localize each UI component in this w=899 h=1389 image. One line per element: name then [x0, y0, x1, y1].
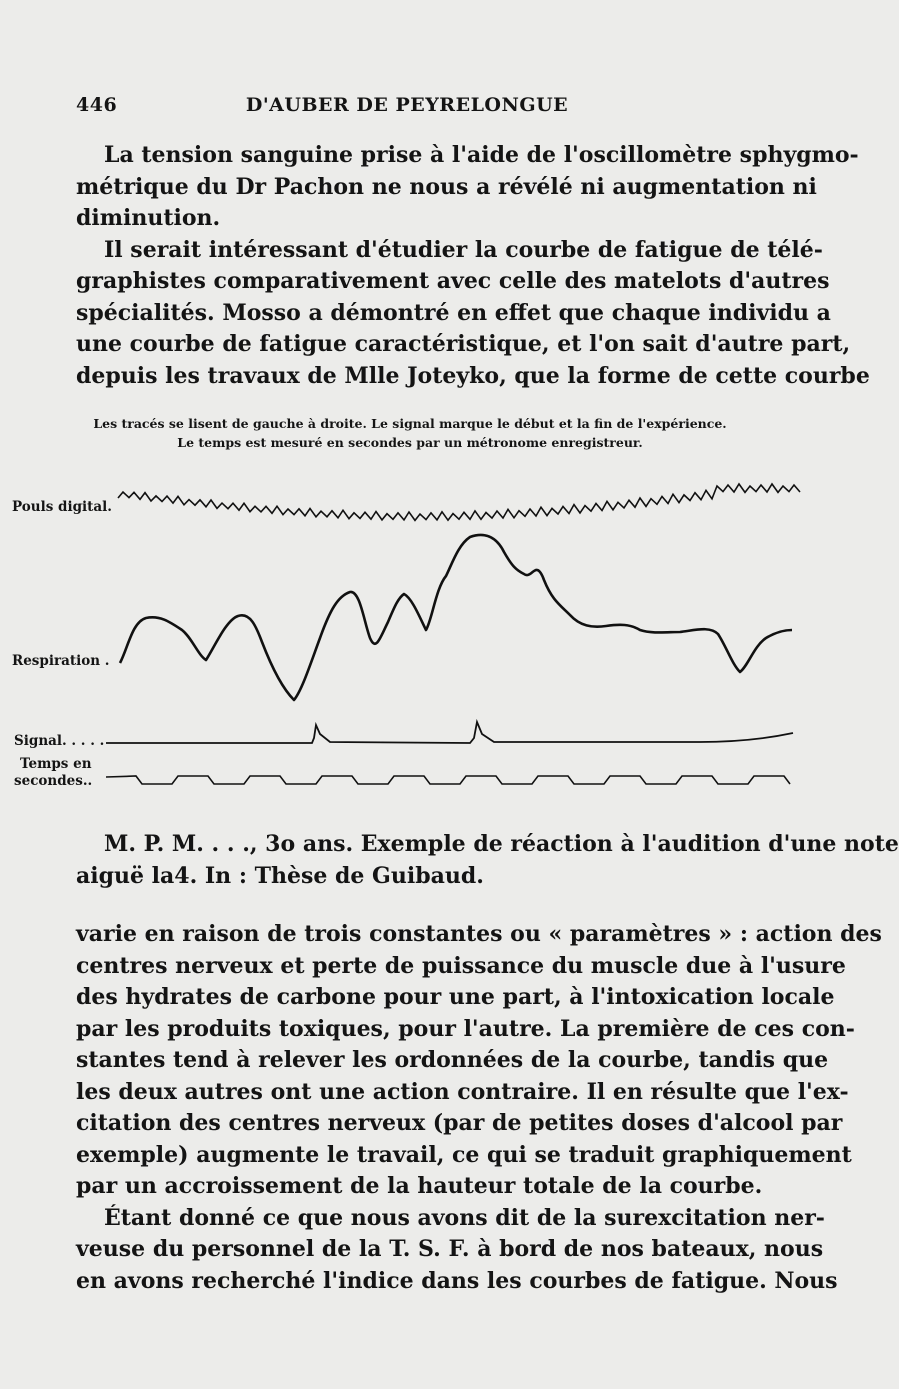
paragraph [76, 919, 882, 1203]
signal-trace [106, 722, 793, 743]
temps-label-line2: secondes.. [14, 773, 93, 789]
time-seconds-trace [106, 776, 790, 784]
text-line: spécialités. Mosso a démontré en effet que chaque individu a [76, 299, 831, 326]
tracings-svg [0, 470, 800, 810]
paragraph [76, 140, 859, 235]
text-line: par un accroissement de la hauteur totale de la courbe. [76, 1173, 763, 1199]
caption-line: aiguë la4. In : Thèse de Guibaud. [76, 863, 484, 889]
pouls-label: Pouls digital. [12, 499, 112, 515]
text-line: Étant donné ce que nous avons dit de la surexcitation ner- [104, 1204, 825, 1231]
respiration-label: Respiration . [12, 653, 110, 669]
text-line: centres nerveux et perte de puissance du muscle due à l'usure [76, 952, 846, 979]
text-line: en avons recherché l'indice dans les courbes de fatigue. Nous [76, 1267, 838, 1294]
caption-line: M. P. M. . . ., 3o ans. Exemple de réaction à l'audition d'une note [104, 831, 899, 857]
text-line: métrique du Dr Pachon ne nous a révélé ni augmentation ni [76, 173, 817, 200]
paragraph [76, 235, 870, 393]
text-line: citation des centres nerveux (par de petites doses d'alcool par [76, 1110, 843, 1136]
pulse-trace [118, 484, 800, 520]
text-line: une courbe de fatigue caractéristique, et l'on sait d'autre part, [76, 331, 851, 357]
respiration-trace [120, 535, 792, 700]
text-line: veuse du personnel de la T. S. F. à bord de nos bateaux, nous [76, 1236, 824, 1262]
text-line: les deux autres ont une action contraire. Il en résulte que l'ex- [76, 1078, 849, 1105]
paragraph [76, 1203, 838, 1298]
text-line: depuis les travaux de Mlle Joteyko, que la forme de cette courbe [76, 362, 870, 389]
text-line: varie en raison de trois constantes ou « paramètres » : action des [76, 921, 882, 947]
top-text [76, 140, 870, 392]
physiological-tracing-figure [0, 470, 800, 810]
bottom-text [76, 919, 882, 1297]
text-line: Il serait intéressant d'étudier la courbe de fatigue de télé- [104, 236, 823, 263]
text-line: graphistes comparativement avec celle des matelots d'autres [76, 268, 830, 294]
text-line: des hydrates de carbone pour une part, à l'intoxication locale [76, 984, 835, 1010]
text-line: par les produits toxiques, pour l'autre. La première de ces con- [76, 1015, 855, 1042]
figure-caption [76, 828, 899, 892]
figure-legend [60, 414, 760, 452]
text-line: diminution. [76, 205, 221, 231]
legend-line: Les tracés se lisent de gauche à droite. Le signal marque le début et la fin de l'expérience. [93, 416, 727, 431]
page-number: 446 [76, 94, 118, 116]
running-title: D'AUBER DE PEYRELONGUE [245, 94, 569, 116]
signal-label: Signal. . . . . [14, 733, 105, 749]
temps-label-line1: Temps en [20, 756, 92, 772]
text-line: exemple) augmente le travail, ce qui se traduit graphiquement [76, 1141, 852, 1168]
text-line: stantes tend à relever les ordonnées de la courbe, tandis que [76, 1047, 829, 1073]
legend-line: Le temps est mesuré en secondes par un métronome enregistreur. [177, 435, 643, 450]
text-line: La tension sanguine prise à l'aide de l'oscillomètre sphygmo- [104, 142, 859, 168]
